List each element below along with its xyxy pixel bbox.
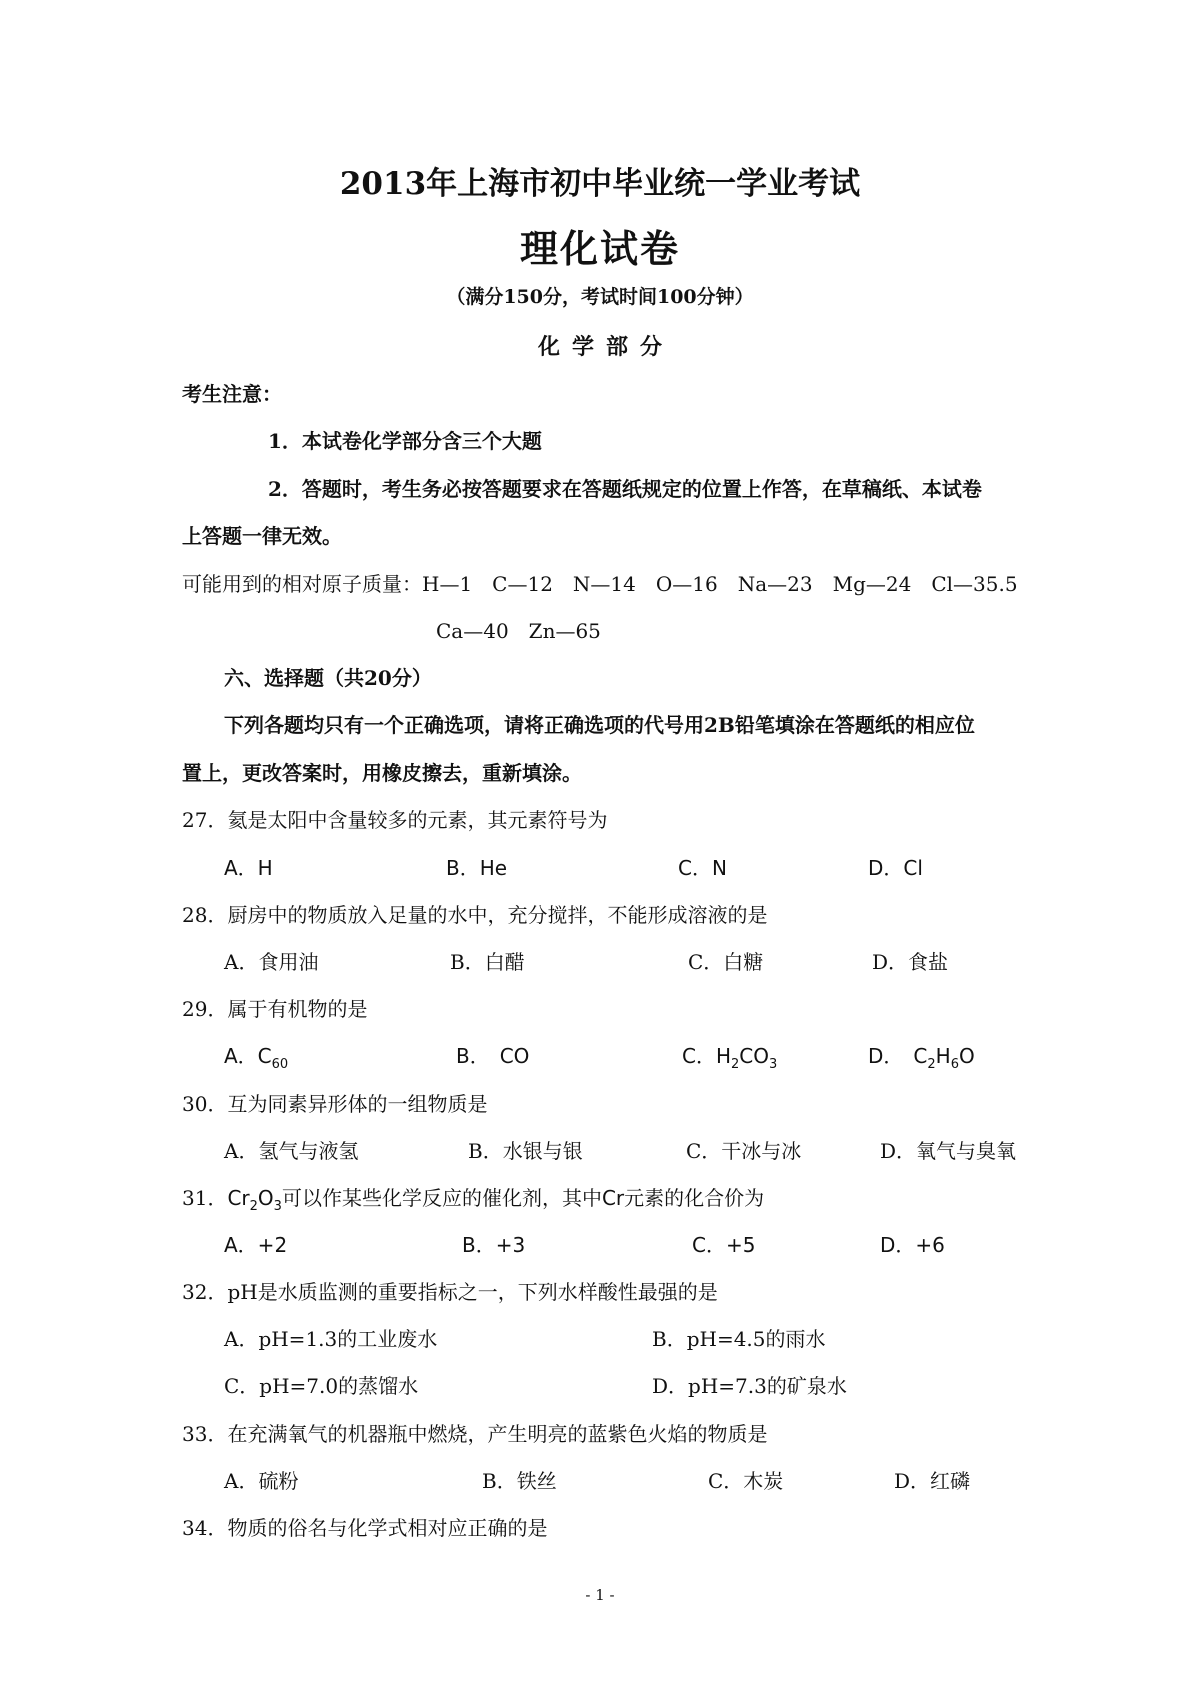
question-30-option-b: B．水银与银 <box>468 1139 583 1163</box>
question-31-option-c: C．+5 <box>692 1233 756 1257</box>
question-28-stem: 28．厨房中的物质放入足量的水中，充分搅拌，不能形成溶液的是 <box>182 903 768 927</box>
page-number: - 1 - <box>585 1586 615 1604</box>
question-28-option-d: D．食盐 <box>872 950 949 974</box>
question-33-option-b: B．铁丝 <box>482 1469 557 1493</box>
part6-instruction-line-2: 置上，更改答案时，用橡皮擦去，重新填涂。 <box>182 761 582 785</box>
question-28-option-a: A．食用油 <box>224 950 319 974</box>
score-info: （满分150分，考试时间100分钟） <box>446 286 754 308</box>
question-27-stem: 27．氦是太阳中含量较多的元素，其元素符号为 <box>182 808 608 832</box>
section-title: 化学部分 <box>537 334 674 360</box>
atomic-mass-line-2: Ca—40 Zn—65 <box>436 619 601 643</box>
question-31-stem: 31．$Cr_2O_3$可以作某些化学反应的催化剂，其中Cr元素的化合价为 <box>182 1186 765 1214</box>
question-30-option-d: D．氧气与臭氧 <box>880 1139 1017 1163</box>
notice-item-2-line-2: 上答题一律无效。 <box>182 524 342 548</box>
question-27-option-b: B．He <box>446 856 508 880</box>
question-30-option-a: A．氢气与液氢 <box>224 1139 359 1163</box>
question-33-option-a: A．硫粉 <box>224 1469 299 1493</box>
question-33-option-c: C．木炭 <box>708 1469 784 1493</box>
question-29-option-b: B． CO <box>456 1044 530 1068</box>
exam-title: 2013年上海市初中毕业统一学业考试 <box>339 166 861 202</box>
question-29-option-c: C．$H_2CO_3$ <box>682 1044 778 1072</box>
notice-item-2-line-1: 2．答题时，考生务必按答题要求在答题纸规定的位置上作答，在草稿纸、本试卷 <box>268 477 982 501</box>
notice-label: 考生注意： <box>182 382 282 406</box>
question-27-option-c: C．N <box>678 856 727 880</box>
paper-title: 理化试卷 <box>519 226 680 271</box>
part6-heading: 六、选择题（共20分） <box>224 666 432 690</box>
question-32-option-d: D．pH=7.3的矿泉水 <box>652 1374 847 1398</box>
question-32-option-a: A．pH=1.3的工业废水 <box>224 1327 438 1351</box>
notice-item-1: 1．本试卷化学部分含三个大题 <box>268 429 542 453</box>
atomic-mass-line-1: 可能用到的相对原子质量：H—1 C—12 N—14 O—16 Na—23 Mg—24 Cl—35.5 <box>182 572 1018 596</box>
question-29-option-d: D． $C_2H_6O$ <box>868 1044 975 1072</box>
question-32-option-c: C．pH=7.0的蒸馏水 <box>224 1374 419 1398</box>
question-33-option-d: D．红磷 <box>894 1469 971 1493</box>
question-29-option-a: A．$C_{60}$ <box>224 1044 289 1072</box>
question-30-stem: 30．互为同素异形体的一组物质是 <box>182 1092 488 1116</box>
part6-instruction-line-1: 下列各题均只有一个正确选项，请将正确选项的代号用2B铅笔填涂在答题纸的相应位 <box>224 713 975 737</box>
question-34-stem: 34．物质的俗名与化学式相对应正确的是 <box>182 1516 548 1540</box>
question-31-option-a: A．+2 <box>224 1233 288 1257</box>
question-29-stem: 29．属于有机物的是 <box>182 997 368 1021</box>
question-31-option-b: B．+3 <box>462 1233 526 1257</box>
question-27-option-a: A．H <box>224 856 273 880</box>
question-28-option-c: C．白糖 <box>688 950 764 974</box>
question-27-option-d: D．Cl <box>868 856 923 880</box>
question-28-option-b: B．白醋 <box>450 950 525 974</box>
question-33-stem: 33．在充满氧气的机器瓶中燃烧，产生明亮的蓝紫色火焰的物质是 <box>182 1422 768 1446</box>
question-32-option-b: B．pH=4.5的雨水 <box>652 1327 826 1351</box>
question-31-option-d: D．+6 <box>880 1233 945 1257</box>
question-30-option-c: C．干冰与冰 <box>686 1139 802 1163</box>
question-32-stem: 32．pH是水质监测的重要指标之一，下列水样酸性最强的是 <box>182 1280 718 1304</box>
